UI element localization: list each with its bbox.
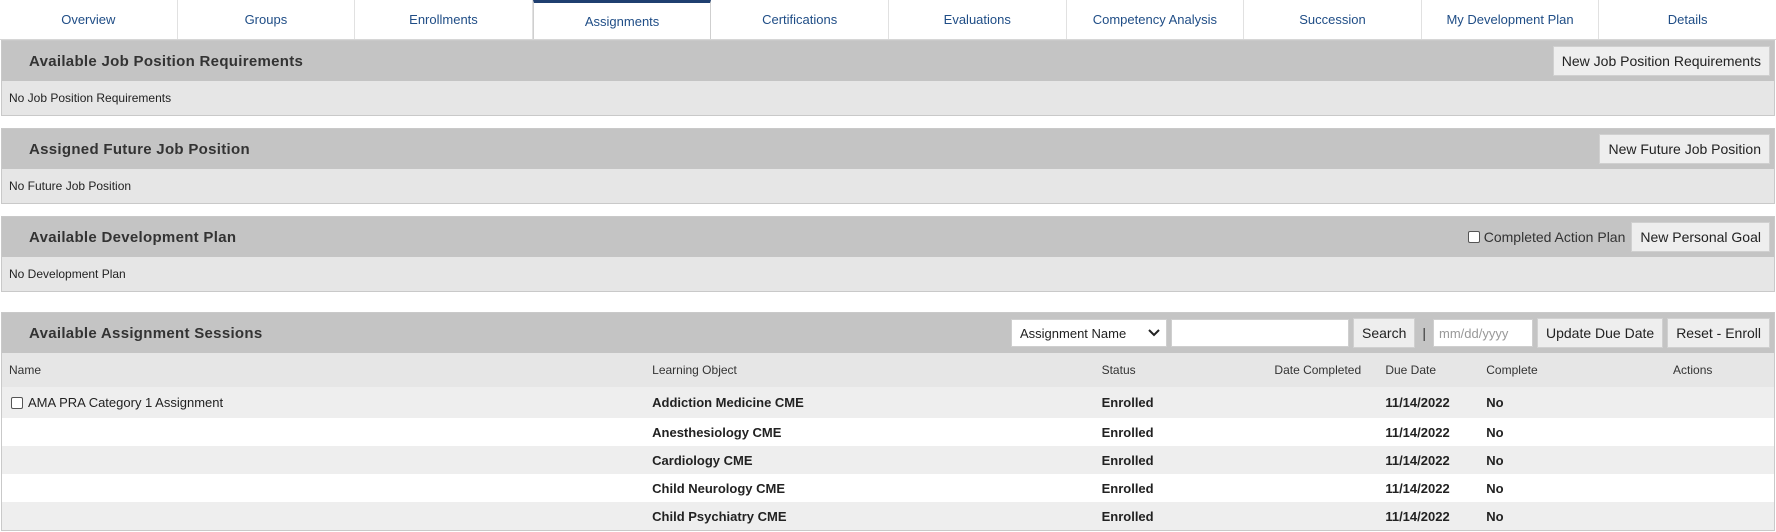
panel-title: Available Job Position Requirements xyxy=(29,52,304,70)
table-row xyxy=(2,418,1774,446)
new-future-job-position-button[interactable]: New Future Job Position xyxy=(1599,134,1770,164)
column-header-complete: Complete xyxy=(1486,353,1673,387)
cell-name xyxy=(2,387,652,418)
empty-message: No Job Position Requirements xyxy=(2,81,1774,115)
panel-title: Available Development Plan xyxy=(29,228,237,246)
new-personal-goal-button[interactable]: New Personal Goal xyxy=(1631,222,1770,252)
cell-actions xyxy=(1673,446,1774,474)
future-job-position-panel xyxy=(1,128,1775,204)
reset-enroll-button[interactable]: Reset - Enroll xyxy=(1667,318,1770,348)
cell-due-date: 11/14/2022 xyxy=(1380,446,1486,474)
panel-header xyxy=(2,129,1774,169)
cell-complete: No xyxy=(1486,474,1673,502)
cell-complete: No xyxy=(1486,418,1673,446)
tab-my-development-plan[interactable]: My Development Plan xyxy=(1422,0,1600,39)
separator: | xyxy=(1422,325,1426,341)
panel-header xyxy=(2,313,1774,353)
cell-actions xyxy=(1673,418,1774,446)
cell-learning-object: Child Psychiatry CME xyxy=(652,502,1101,530)
column-header-due-date: Due Date xyxy=(1380,353,1486,387)
tab-enrollments[interactable]: Enrollments xyxy=(355,0,533,39)
panel-title: Available Assignment Sessions xyxy=(29,324,263,342)
panel-actions xyxy=(1599,129,1770,169)
panel-header xyxy=(2,41,1774,81)
completed-action-plan-checkbox[interactable] xyxy=(1468,231,1480,243)
cell-complete: No xyxy=(1486,502,1673,530)
cell-status: Enrolled xyxy=(1102,474,1275,502)
panel-actions xyxy=(1553,41,1770,81)
cell-date-completed xyxy=(1274,474,1380,502)
new-job-position-requirements-button[interactable]: New Job Position Requirements xyxy=(1553,46,1770,76)
table-row xyxy=(2,502,1774,530)
cell-learning-object: Addiction Medicine CME xyxy=(652,387,1101,418)
table-row xyxy=(2,474,1774,502)
tab-overview[interactable]: Overview xyxy=(0,0,178,39)
cell-complete: No xyxy=(1486,387,1673,418)
cell-status: Enrolled xyxy=(1102,446,1275,474)
cell-name xyxy=(2,502,652,530)
cell-status: Enrolled xyxy=(1102,418,1275,446)
chevron-down-icon xyxy=(1148,326,1160,340)
column-header-status: Status xyxy=(1102,353,1275,387)
cell-due-date: 11/14/2022 xyxy=(1380,474,1486,502)
panel-actions xyxy=(1468,217,1770,257)
cell-learning-object: Child Neurology CME xyxy=(652,474,1101,502)
table-row xyxy=(2,387,1774,418)
assignment-sessions-table xyxy=(2,353,1774,530)
empty-message: No Future Job Position xyxy=(2,169,1774,203)
table-header-row xyxy=(2,353,1774,387)
cell-learning-object: Anesthesiology CME xyxy=(652,418,1101,446)
cell-date-completed xyxy=(1274,418,1380,446)
tab-succession[interactable]: Succession xyxy=(1244,0,1422,39)
tab-competency-analysis[interactable]: Competency Analysis xyxy=(1067,0,1245,39)
development-plan-panel xyxy=(1,216,1775,292)
cell-complete: No xyxy=(1486,446,1673,474)
filter-select-value: Assignment Name xyxy=(1020,325,1127,341)
cell-name xyxy=(2,474,652,502)
tab-details[interactable]: Details xyxy=(1667,12,1708,27)
completed-action-plan-toggle[interactable] xyxy=(1468,229,1626,245)
panel-title: Assigned Future Job Position xyxy=(29,140,250,158)
tab-groups[interactable]: Groups xyxy=(178,0,356,39)
job-position-requirements-panel xyxy=(1,40,1775,116)
filter-select[interactable] xyxy=(1011,319,1167,347)
cell-status: Enrolled xyxy=(1102,387,1275,418)
tab-certifications[interactable]: Certifications xyxy=(711,0,889,39)
cell-date-completed xyxy=(1274,446,1380,474)
cell-date-completed xyxy=(1274,502,1380,530)
cell-date-completed xyxy=(1274,387,1380,418)
due-date-input[interactable]: mm/dd/yyyy xyxy=(1433,319,1533,347)
cell-name xyxy=(2,446,652,474)
session-toolbar xyxy=(1011,313,1770,353)
panel-header xyxy=(2,217,1774,257)
cell-actions xyxy=(1673,474,1774,502)
update-due-date-button[interactable]: Update Due Date xyxy=(1537,318,1663,348)
cell-learning-object: Cardiology CME xyxy=(652,446,1101,474)
table-row xyxy=(2,446,1774,474)
completed-action-plan-label: Completed Action Plan xyxy=(1483,229,1626,245)
row-select-checkbox[interactable] xyxy=(11,397,23,409)
tab-evaluations[interactable]: Evaluations xyxy=(889,0,1067,39)
cell-status: Enrolled xyxy=(1102,502,1275,530)
search-button[interactable]: Search xyxy=(1353,318,1415,348)
search-input[interactable] xyxy=(1171,319,1349,347)
column-header-name: Name xyxy=(2,353,652,387)
cell-due-date: 11/14/2022 xyxy=(1380,418,1486,446)
column-header-learning-object: Learning Object xyxy=(652,353,1101,387)
cell-due-date: 11/14/2022 xyxy=(1380,387,1486,418)
column-header-actions: Actions xyxy=(1673,353,1774,387)
cell-due-date: 11/14/2022 xyxy=(1380,502,1486,530)
cell-actions xyxy=(1673,502,1774,530)
tab-bar xyxy=(0,0,1776,40)
column-header-date-completed: Date Completed xyxy=(1274,353,1380,387)
assignment-sessions-panel xyxy=(1,312,1775,531)
tab-assignments[interactable]: Assignments xyxy=(533,0,712,39)
cell-name xyxy=(2,418,652,446)
cell-actions xyxy=(1673,387,1774,418)
empty-message: No Development Plan xyxy=(2,257,1774,291)
assignment-name: AMA PRA Category 1 Assignment xyxy=(28,395,224,410)
